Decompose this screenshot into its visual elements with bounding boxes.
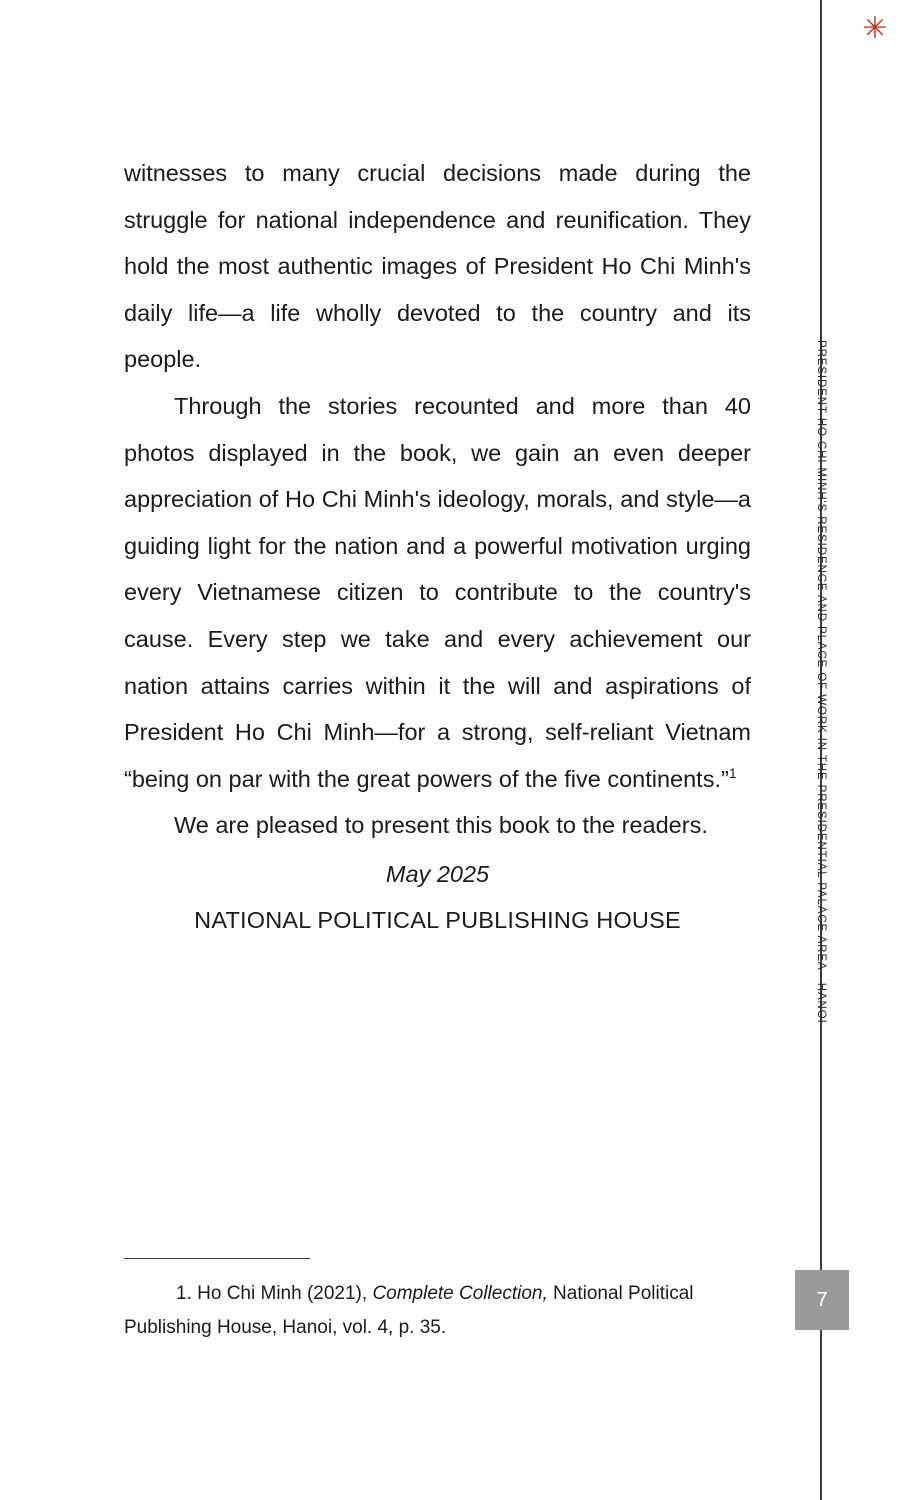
body-text-column	[124, 150, 751, 943]
paragraph-2	[124, 383, 751, 802]
paragraph-1: witnesses to many crucial decisions made during the struggle for national independence and reunification. They hold the most authentic images of President Ho Chi Minh's daily life—a life wholly devoted to the country and its people.	[124, 160, 751, 373]
footnote-text-before: Ho Chi Minh (2021),	[191, 1283, 373, 1304]
asterisk-ornament-icon: ✳	[862, 11, 888, 46]
footnote-number: 1.	[176, 1283, 192, 1304]
footnote-title-italic: Complete Collection,	[372, 1283, 548, 1304]
signature-publisher: NATIONAL POLITICAL PUBLISHING HOUSE	[194, 906, 681, 933]
footnote-reference-1: 1	[728, 764, 737, 781]
footnote-area	[124, 1258, 751, 1345]
footnote-1	[124, 1277, 751, 1345]
running-head: PRESIDENT HO CHI MINH'S RESIDENCE AND PLACE OF WORK IN THE PRESIDENTIAL PALACE AREA - HANOI	[815, 340, 827, 1024]
signature-date: May 2025	[385, 860, 490, 887]
page-number-badge: 7	[795, 1270, 849, 1330]
footnote-text-after: National Political Publishing House, Hanoi, vol. 4, p. 35.	[124, 1283, 694, 1338]
paragraph-3: We are pleased to present this book to the readers.	[174, 812, 708, 839]
paragraph-2-text: Through the stories recounted and more than 40 photos displayed in the book, we gain an even deeper appreciation of Ho Chi Minh's ideology, morals, and style—a guiding light for the nation and a powerful motivation urging every Vietnamese citizen to contribute to the country's cause. Every step we take and every achievement our nation attains carries within it the will and aspirations of President Ho Chi Minh—for a strong, self-reliant Vietnam “being on par with the great powers of the five continents.”	[124, 392, 751, 792]
footnote-separator-rule	[124, 1258, 310, 1259]
signature-block	[124, 851, 751, 943]
